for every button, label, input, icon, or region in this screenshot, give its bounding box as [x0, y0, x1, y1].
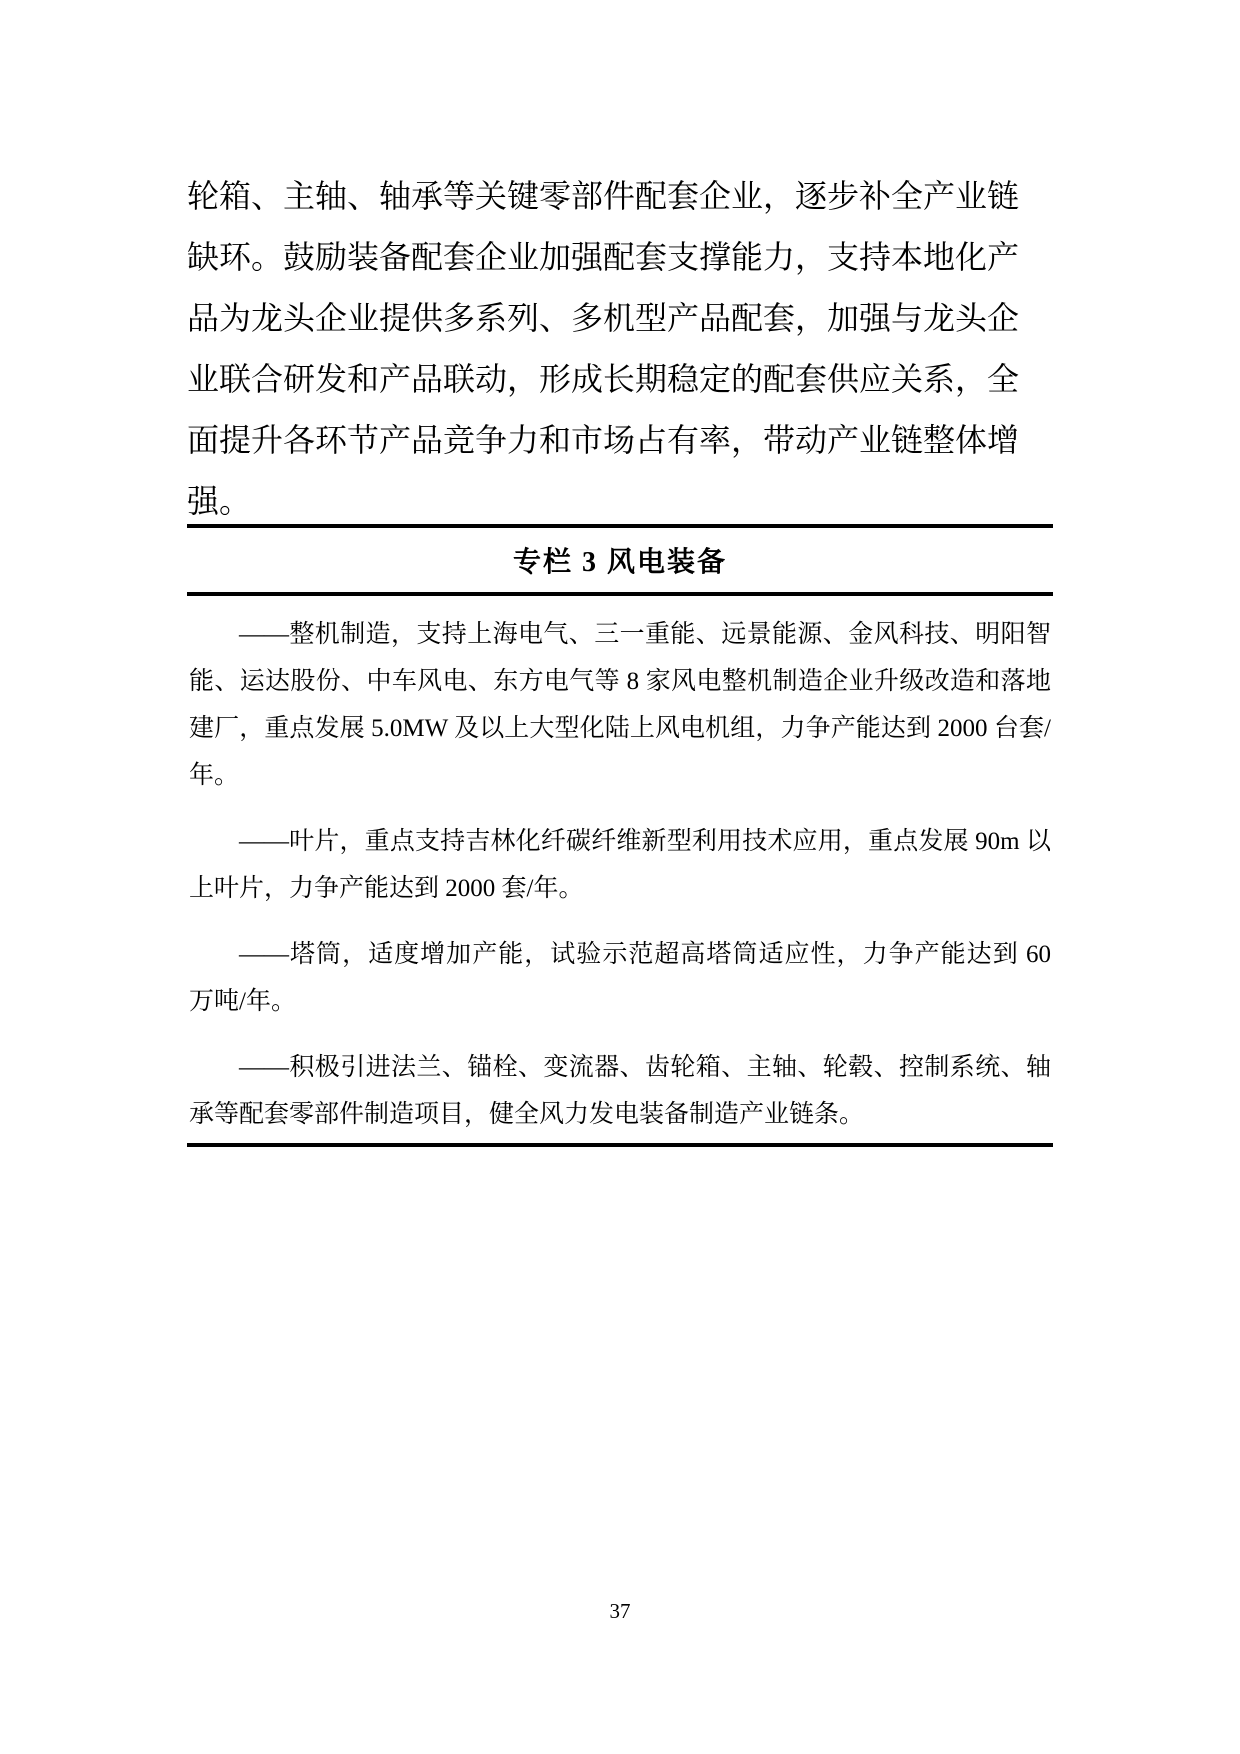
body-line: 轮箱、主轴、轴承等关键零部件配套企业，逐步补全产业链 [187, 178, 1020, 214]
body-line: 面提升各环节产品竞争力和市场占有率，带动产业链整体增 [187, 422, 1020, 458]
body-line: 业联合研发和产品联动，形成长期稳定的配套供应关系，全 [187, 361, 1020, 397]
body-line: 品为龙头企业提供多系列、多机型产品配套，加强与龙头企 [187, 300, 1020, 336]
box-paragraph-towers: ——塔筒，适度增加产能，试验示范超高塔筒适应性，力争产能达到 60 万吨/年。 [189, 941, 1051, 1015]
box-paragraph-complete-machine: ——整机制造，支持上海电气、三一重能、远景能源、金风科技、明阳智能、运达股份、中车风电、东方电气等 8 家风电整机制造企业升级改造和落地建厂，重点发展 5.0MW 及以上大型化陆上风电机组，力争产能达到 2000 台套/年。 [189, 621, 1051, 789]
callout-box-wind-power-equipment [187, 524, 1053, 1147]
callout-box-title-row [187, 528, 1053, 596]
callout-box-title: 专栏 3 风电装备 [512, 547, 727, 578]
body-line: 缺环。鼓励装备配套企业加强配套支撑能力，支持本地化产 [187, 239, 1020, 275]
box-paragraph-blades: ——叶片，重点支持吉林化纤碳纤维新型利用技术应用，重点发展 90m 以上叶片，力争产能达到 2000 套/年。 [189, 828, 1051, 902]
callout-box-content [187, 596, 1053, 1143]
body-line: 强。 [187, 483, 252, 519]
box-paragraph-components: ——积极引进法兰、锚栓、变流器、齿轮箱、主轴、轮毂、控制系统、轴承等配套零部件制造项目，健全风力发电装备制造产业链条。 [189, 1054, 1051, 1128]
page-number: 37 [609, 1599, 631, 1623]
body-paragraph [187, 166, 1053, 532]
